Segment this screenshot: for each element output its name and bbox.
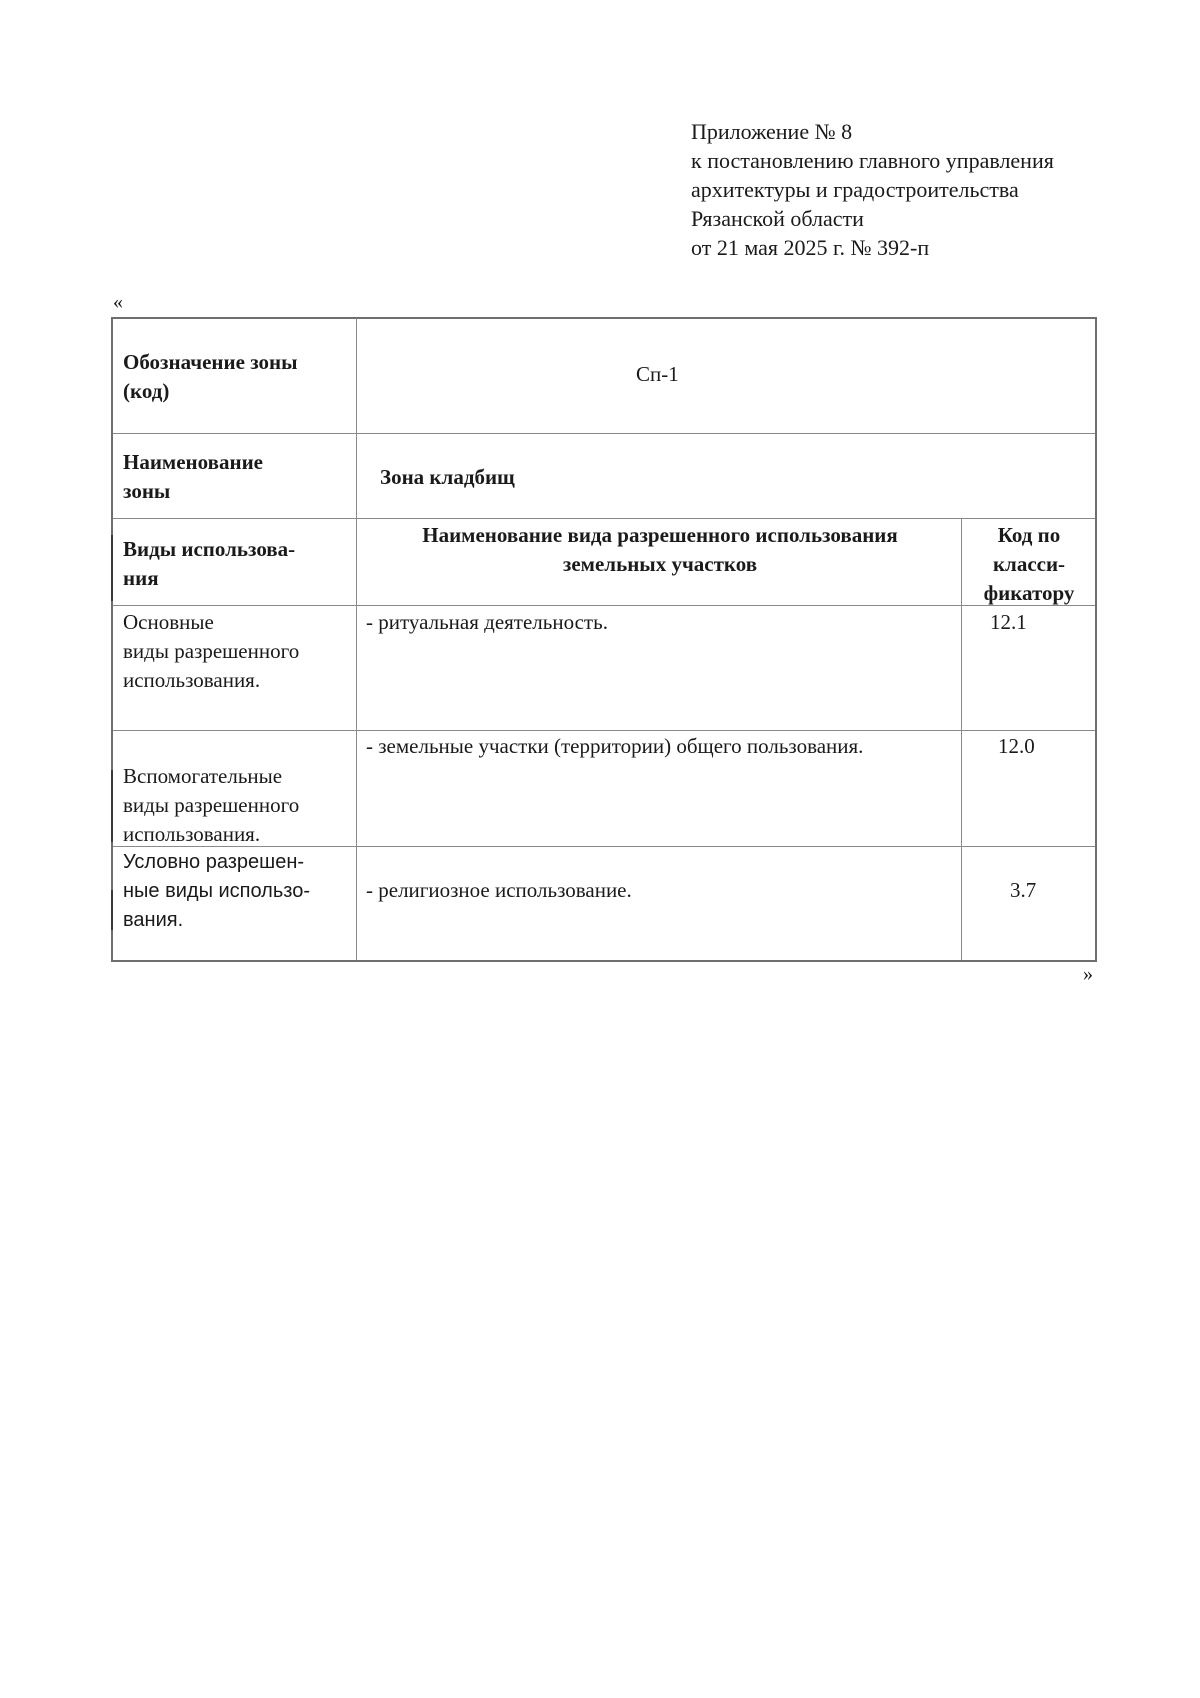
use-types-header-line: ния: [123, 566, 159, 590]
authority-line: архитектуры и градостроительства: [691, 177, 1019, 202]
category-line: виды разрешенного: [123, 639, 300, 663]
decree-line: к постановлению главного управления: [691, 148, 1054, 173]
table-divider: [112, 730, 1096, 731]
table-row-conditional-code: 3.7: [1010, 878, 1037, 902]
category-line: вания.: [123, 909, 184, 931]
table-border-top: [111, 317, 1097, 319]
category-line: ные виды использо-: [123, 880, 311, 902]
table-divider: [112, 433, 1096, 434]
table-row-conditional-category: [123, 848, 353, 935]
category-line: использования.: [123, 822, 261, 846]
classifier-code-header-line: класси-: [992, 552, 1066, 576]
permitted-use-header-line: Наименование вида разрешенного использования: [422, 523, 898, 547]
permitted-use-header-line: земельных участков: [562, 552, 758, 576]
table-border-right: [1095, 317, 1097, 962]
classifier-code-header: [963, 521, 1095, 608]
use-types-header-line: Виды использова-: [123, 537, 296, 561]
zone-name-value: Зона кладбищ: [380, 465, 515, 489]
table-row-main-category: [123, 608, 348, 695]
zone-code-label-line: (код): [123, 379, 170, 403]
category-line: Вспомогательные: [123, 764, 283, 788]
zone-name-label: [123, 448, 348, 506]
classifier-code-header-line: фикатору: [983, 581, 1075, 605]
table-row-auxiliary-code: 12.0: [998, 734, 1035, 758]
table-border-left-accent: [111, 770, 113, 842]
table-border-left-accent: [111, 890, 113, 930]
appendix-header: [691, 117, 1054, 262]
table-border-left: [111, 317, 113, 962]
zone-code-label: [123, 348, 348, 406]
table-border-left-accent: [111, 535, 113, 601]
table-row-auxiliary-use: - земельные участки (территории) общего пользования.: [366, 734, 864, 758]
classifier-code-header-line: Код по: [997, 523, 1061, 547]
column-divider: [356, 318, 357, 960]
category-line: Условно разрешен-: [123, 851, 305, 873]
zone-name-label-line: Наименование: [123, 450, 263, 474]
table-border-bottom: [111, 960, 1097, 962]
column-divider: [961, 518, 962, 960]
permitted-use-header: [360, 521, 960, 579]
table-row-main-code: 12.1: [990, 610, 1027, 634]
zone-name-label-line: зоны: [123, 479, 171, 503]
table-row-conditional-use: - религиозное использование.: [366, 878, 632, 902]
category-line: использования.: [123, 668, 261, 692]
opening-quote: «: [113, 291, 123, 313]
table-divider: [112, 518, 1096, 519]
table-row-main-use: - ритуальная деятельность.: [366, 610, 608, 634]
table-divider: [112, 605, 1096, 606]
category-line: Основные: [123, 610, 214, 634]
region-line: Рязанской области: [691, 206, 864, 231]
use-types-header: [123, 535, 348, 593]
closing-quote: »: [1083, 963, 1093, 985]
category-line: виды разрешенного: [123, 793, 300, 817]
zone-code-label-line: Обозначение зоны: [123, 350, 298, 374]
table-row-auxiliary-category: [123, 762, 348, 849]
date-number-line: от 21 мая 2025 г. № 392-п: [691, 235, 930, 260]
appendix-number: Приложение № 8: [691, 119, 853, 144]
zone-code-value: Сп-1: [636, 362, 679, 386]
